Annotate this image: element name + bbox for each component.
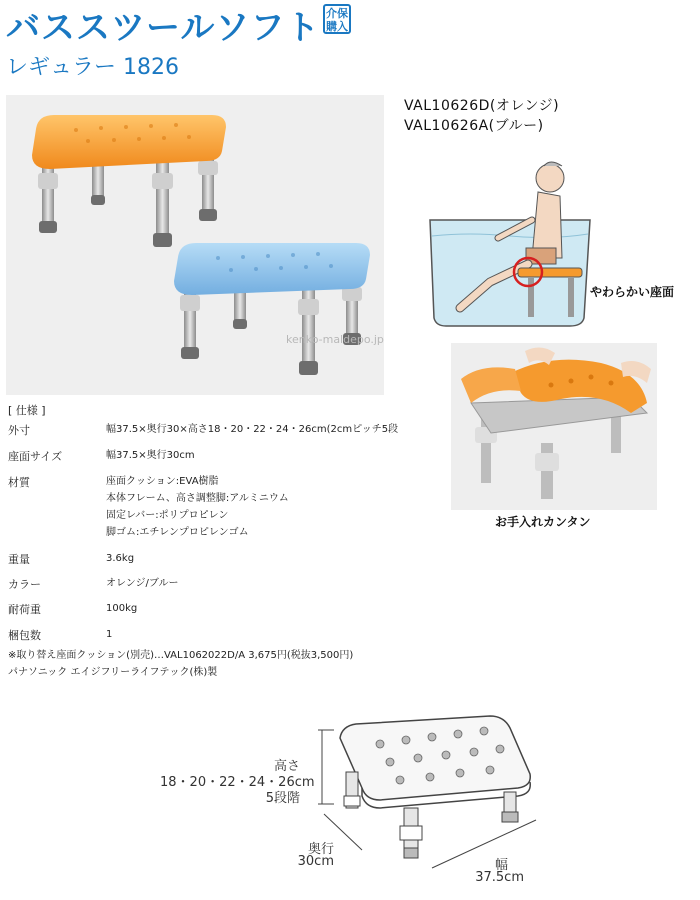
spec-label-load: 耐荷重: [8, 603, 41, 616]
spec-value-material-4: 脚ゴム:エチレンプロピレンゴム: [106, 527, 249, 538]
stool-line-drawing: [300, 700, 560, 890]
spec-label-pack: 梱包数: [8, 629, 41, 642]
watermark: kenko-maldepo.jp: [286, 333, 384, 346]
spec-value-size: 幅37.5×奥行30×高さ18・20・22・24・26cm(2cmピッチ5段: [106, 424, 399, 435]
bath-person-icon: [420, 140, 600, 330]
spec-label-color: カラー: [8, 578, 41, 591]
stools-illustration: [6, 95, 384, 395]
dim-height-steps: 5段階: [265, 791, 300, 806]
dim-depth-label: 奥行: [307, 842, 334, 857]
cushion-illustration: [451, 343, 657, 510]
product-title: バススツールソフト: [6, 8, 321, 48]
cushion-photo: [451, 343, 657, 510]
note-replacement-cushion: ※取り替え座面クッション(別売)…VAL1062022D/A 3,675円(税抜3,500円): [8, 650, 354, 661]
model-orange: VAL10626D(オレンジ): [404, 98, 560, 114]
dim-width-label: 幅: [494, 858, 508, 873]
spec-value-weight: 3.6kg: [106, 553, 135, 564]
badge-line-1: 介保: [326, 7, 348, 20]
spec-value-seat-size: 幅37.5×奥行30cm: [106, 450, 195, 461]
dim-height-values: 18・20・22・24・26cm: [160, 775, 315, 790]
spec-value-load: 100kg: [106, 603, 138, 614]
spec-label-weight: 重量: [8, 553, 30, 566]
spec-heading: [ 仕様 ]: [8, 404, 46, 417]
care-insurance-badge: [323, 4, 351, 34]
badge-line-2: 購入: [326, 20, 348, 33]
spec-value-material-2: 本体フレーム、高さ調整脚:アルミニウム: [106, 493, 289, 504]
spec-label-seat-size: 座面サイズ: [8, 450, 63, 463]
model-blue: VAL10626A(ブルー): [404, 118, 544, 134]
caption-soft-seat: やわらかい座面: [590, 285, 675, 299]
spec-label-material: 材質: [8, 476, 30, 489]
caption-easy-care: お手入れカンタン: [495, 515, 591, 529]
spec-value-pack: 1: [106, 629, 113, 640]
note-manufacturer: パナソニック エイジフリーライフテック(株)製: [8, 667, 218, 678]
spec-label-size: 外寸: [8, 424, 30, 437]
usage-illustration: [420, 140, 600, 330]
dim-depth-value: 30cm: [297, 854, 334, 869]
product-subtitle: レギュラー 1826: [6, 55, 179, 80]
dimension-diagram: [300, 700, 560, 890]
dim-height-label: 高さ: [273, 759, 300, 774]
spec-value-material-3: 固定レバー:ポリプロピレン: [106, 510, 229, 521]
product-photo: [6, 95, 384, 395]
dim-width-value: 37.5cm: [475, 870, 524, 885]
spec-value-color: オレンジ/ブルー: [106, 578, 179, 589]
spec-value-material-1: 座面クッション:EVA樹脂: [106, 476, 219, 487]
